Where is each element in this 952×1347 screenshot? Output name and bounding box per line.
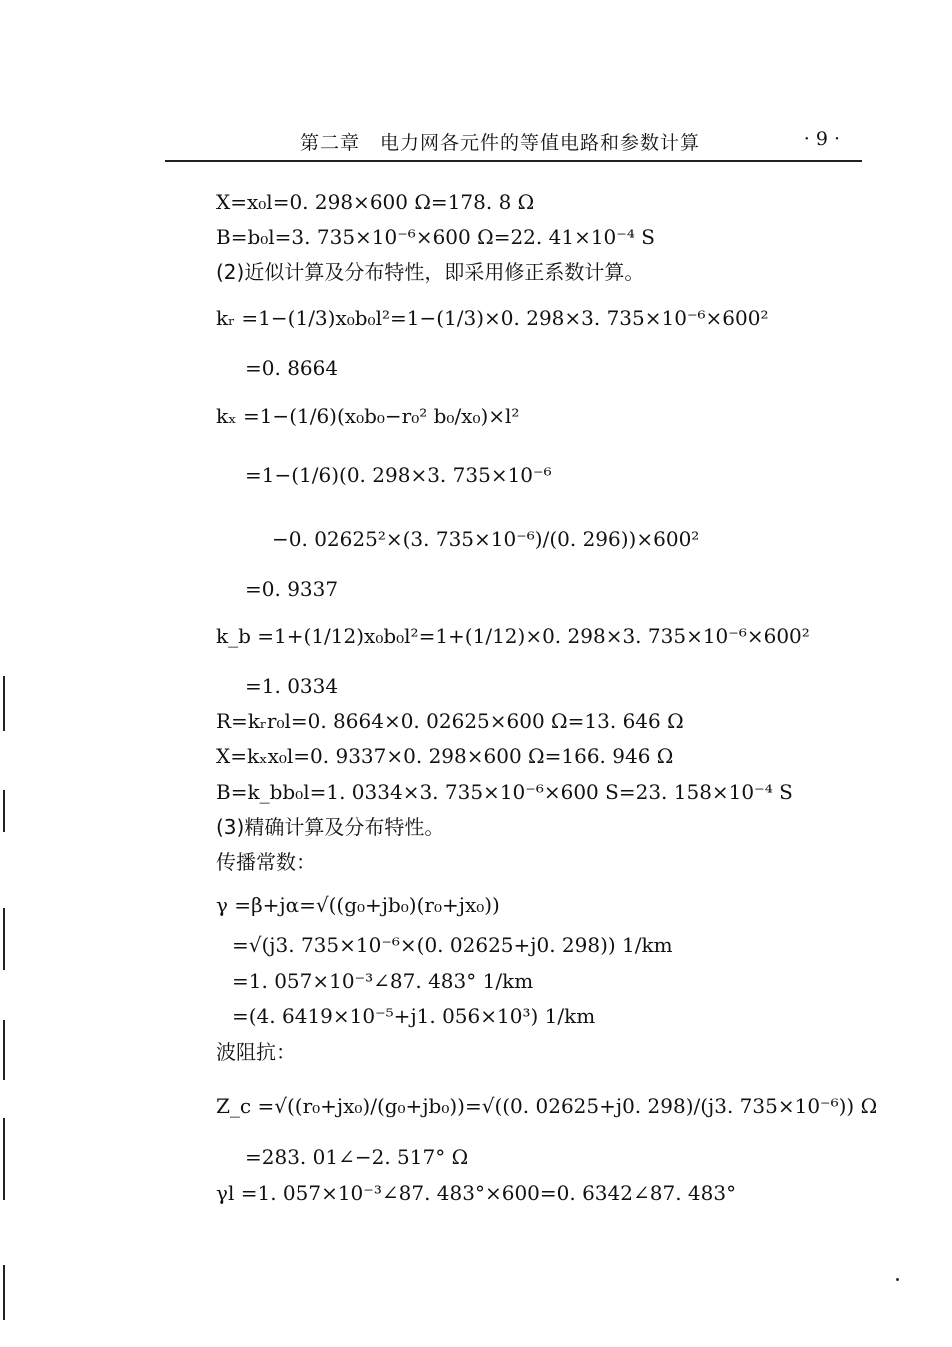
scan-artifact-bar <box>3 790 5 832</box>
eq-x-corrected: X=kₓx₀l=0. 9337×0. 298×600 Ω=166. 946 Ω <box>216 744 674 768</box>
eq-kb-result: =1. 0334 <box>245 674 339 698</box>
scan-artifact-bar <box>3 1265 5 1320</box>
eq-kx: kₓ =1−(1/6)(x₀b₀−r₀² b₀/x₀)×l² <box>216 404 520 428</box>
running-header <box>165 126 862 162</box>
eq-kr-result: =0. 8664 <box>245 356 339 380</box>
scan-artifact-dot <box>896 1278 899 1281</box>
eq-zc-result: =283. 01∠−2. 517° Ω <box>245 1145 469 1169</box>
eq-gamma-polar: =1. 057×10⁻³∠87. 483° 1/km <box>232 969 534 993</box>
eq-r-corrected: R=kᵣr₀l=0. 8664×0. 02625×600 Ω=13. 646 Ω <box>216 709 684 733</box>
scan-artifact-bar <box>3 676 5 731</box>
eq-gamma-l: γl =1. 057×10⁻³∠87. 483°×600=0. 6342∠87. 483° <box>216 1181 737 1205</box>
chapter-title: 第二章 电力网各元件的等值电路和参数计算 <box>300 132 701 154</box>
eq-kr: kᵣ =1−(1/3)x₀b₀l²=1−(1/3)×0. 298×3. 735×10⁻⁶×600² <box>216 306 769 330</box>
eq-kx-step1: =1−(1/6)(0. 298×3. 735×10⁻⁶ <box>245 463 552 487</box>
eq-gamma-step1: =√(j3. 735×10⁻⁶×(0. 02625+j0. 298)) 1/km <box>232 933 673 957</box>
eq-kb: k_b =1+(1/12)x₀b₀l²=1+(1/12)×0. 298×3. 735×10⁻⁶×600² <box>216 624 810 648</box>
wave-impedance-label: 波阻抗： <box>216 1040 296 1064</box>
eq-zc: Z_c =√((r₀+jx₀)/(g₀+jb₀))=√((0. 02625+j0. 298)/(j3. 735×10⁻⁶)) Ω <box>216 1094 878 1118</box>
eq-gamma: γ =β+jα=√((g₀+jb₀)(r₀+jx₀)) <box>216 893 500 917</box>
section-exact-heading: (3)精确计算及分布特性。 <box>216 815 445 839</box>
eq-gamma-rect: =(4. 6419×10⁻⁵+j1. 056×10³) 1/km <box>232 1004 596 1028</box>
eq-b-corrected: B=k_bb₀l=1. 0334×3. 735×10⁻⁶×600 S=23. 158×10⁻⁴ S <box>216 780 793 804</box>
page-number: · 9 · <box>803 128 840 150</box>
eq-x-total: X=x₀l=0. 298×600 Ω=178. 8 Ω <box>216 190 535 214</box>
propagation-constant-label: 传播常数： <box>216 850 316 874</box>
scan-artifact-bar <box>3 908 5 970</box>
scan-artifact-bar <box>3 1020 5 1080</box>
eq-kx-step2: −0. 02625²×(3. 735×10⁻⁶)/(0. 296))×600² <box>272 527 700 551</box>
eq-b-total: B=b₀l=3. 735×10⁻⁶×600 Ω=22. 41×10⁻⁴ S <box>216 225 655 249</box>
section-approx-heading: (2)近似计算及分布特性，即采用修正系数计算。 <box>216 260 645 284</box>
eq-kx-result: =0. 9337 <box>245 577 339 601</box>
scan-artifact-bar <box>3 1118 5 1200</box>
